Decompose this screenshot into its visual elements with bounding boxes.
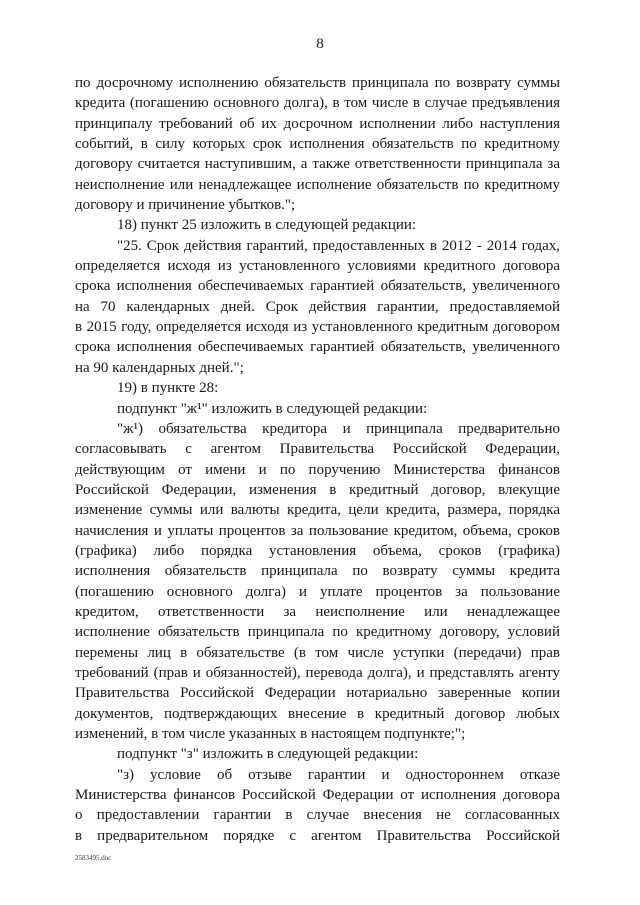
text-line: на 70 календарных дней. Срок действия гарантии, предоставляемой — [75, 298, 560, 315]
text-line: "з) условие об отзыве гарантии и одностороннем отказе — [117, 766, 560, 783]
text-line: исполнение обязательств принципала по кредитному договору, условий — [75, 624, 560, 641]
text-line: исполнения обязательств принципала по возврату суммы кредита — [75, 563, 560, 580]
text-line: начисления и уплаты процентов за пользование кредитом, объема, сроков — [75, 522, 560, 539]
text-line: срока исполнения обеспечиваемых гарантией обязательств, увеличенного — [75, 339, 560, 356]
text-line: принципалу требований об их досрочном исполнении либо наступления — [75, 115, 560, 132]
text-line: действующим от имени и по поручению Министерства финансов — [75, 461, 560, 478]
text-line: договору и причинение убытков."; — [75, 197, 296, 214]
text-line: подпункт "ж¹" изложить в следующей редакции: — [117, 400, 428, 417]
document-body — [75, 73, 560, 846]
page-number: 8 — [316, 36, 324, 52]
text-line: в предварительном порядке с агентом Правительства Российской — [75, 827, 560, 844]
text-line: срока исполнения обеспечиваемых гарантией обязательств, увеличенного — [75, 278, 560, 295]
text-line: 19) в пункте 28: — [117, 380, 219, 397]
text-line: Правительства Российской Федерации нотариально заверенные копии — [75, 685, 560, 702]
text-line: кредитом, ответственности за неисполнение или ненадлежащее — [75, 603, 560, 620]
text-line: в 2015 году, определяется исходя из установленного кредитным договором — [75, 319, 560, 336]
text-line: на 90 календарных дней."; — [75, 359, 244, 376]
text-line: документов, подтверждающих внесение в кредитный договор любых — [75, 705, 560, 722]
text-line: кредита (погашению основного долга), в том числе в случае предъявления — [75, 95, 560, 112]
text-line: неисполнение или ненадлежащее исполнение обязательств по кредитному — [75, 176, 560, 193]
text-line: 18) пункт 25 изложить в следующей редакции: — [117, 217, 417, 234]
text-line: событий, в силу которых срок исполнения обязательств по кредитному — [75, 136, 560, 153]
text-line: Министерства финансов Российской Федерации от исполнения договора — [75, 787, 560, 804]
text-line: (графика) либо порядка установления объема, сроков (графика) — [75, 542, 560, 559]
text-line: изменений, в том числе указанных в настоящем подпункте;"; — [75, 726, 466, 742]
text-line: договору считается наступившим, а также ответственности принципала за — [75, 156, 560, 173]
text-line: изменение суммы или валюты кредита, цели кредита, размера, порядка — [75, 502, 560, 519]
text-line: по досрочному исполнению обязательств принципала по возврату суммы — [75, 75, 560, 91]
text-line: перемены лиц в обязательстве (в том числе уступки (передачи) прав — [75, 644, 560, 661]
text-line: согласовывать с агентом Правительства Российской Федерации, — [75, 441, 560, 458]
text-line: требований (прав и обязанностей), перевода долга), и представлять агенту — [75, 664, 560, 681]
text-line: (погашению основного долга) и уплате процентов за пользование — [75, 583, 560, 600]
text-line: о предоставлении гарантии в случае внесения не согласованных — [75, 807, 560, 824]
text-line: подпункт "з" изложить в следующей редакции: — [117, 746, 419, 763]
text-line: "ж¹) обязательства кредитора и принципала предварительно — [117, 420, 560, 437]
text-line: определяется исходя из установленного условиями кредитного договора — [75, 258, 560, 275]
text-line: "25. Срок действия гарантий, предоставленных в 2012 - 2014 годах, — [117, 237, 560, 254]
file-name-footer: 2583495.doc — [75, 854, 112, 862]
text-line: Российской Федерации, изменения в кредитный договор, влекущие — [75, 481, 560, 498]
